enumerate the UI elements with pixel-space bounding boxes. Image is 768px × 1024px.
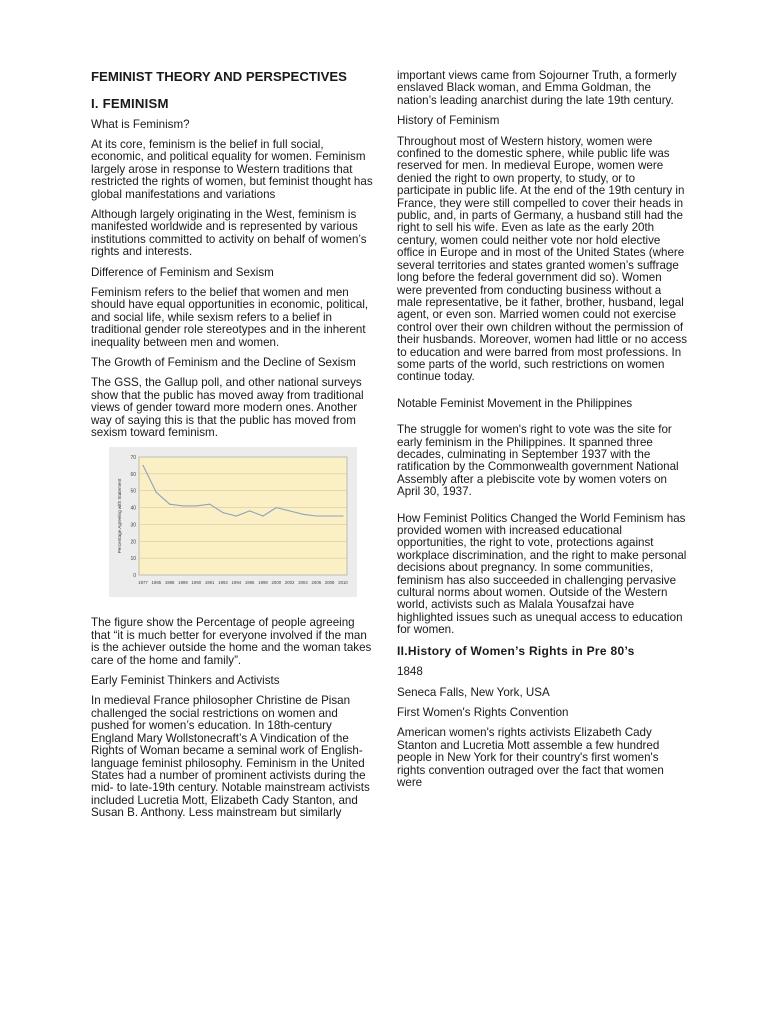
data-point xyxy=(142,465,143,466)
place-label: Seneca Falls, New York, USA xyxy=(397,685,550,699)
difference-label: Difference of Feminism and Sexism xyxy=(91,265,274,279)
paragraph-difference: Feminism refers to the belief that women and men should have equal opportunities in economic, political, and social life, while sexism refers to a belief in traditional gender role stereotypes and in the inherent inequality between men and women. xyxy=(91,285,369,349)
x-tick-label: 1988 xyxy=(164,580,175,586)
x-tick-label: 2004 xyxy=(298,580,308,586)
paragraph-core-definition: At its core, feminism is the belief in full social, economic, and political equality for women. Feminism largely arose in response to Western traditions that restricted the rights of women, but feminist thought has global manifestations and variations xyxy=(91,137,373,201)
y-tick-label: 20 xyxy=(130,539,136,546)
y-tick-label: 0 xyxy=(133,573,136,580)
x-tick-label: 2010 xyxy=(338,580,348,586)
y-axis-label: Percentage Agreeing with Statement xyxy=(117,479,122,554)
data-point xyxy=(156,492,157,493)
paragraph-politics: How Feminist Politics Changed the World Feminism has provided women with increased educational opportunities, the right to vote, protections against workplace discrimination, and the right to make personal decisions about pregnancy. In some communities, feminism has also succeeded in challenging pervasive cultural norms about women. Outside of the Western world, activists such as Malala Yousafzai have highlighted issues such as unequal access to education for women. xyxy=(397,511,687,637)
data-point xyxy=(196,506,197,507)
x-tick-label: 1990 xyxy=(191,580,202,586)
section-feminism-heading: I. FEMINISM xyxy=(91,95,169,111)
x-tick-label: 1994 xyxy=(231,580,242,586)
paragraph-thinkers: In medieval France philosopher Christine de Pisan challenged the social restrictions on women and pushed for women’s education. In 18th-century England Mary Wollstonecraft’s A Vindication of the Rights of Woman became a seminal work of English-language feminist philosophy. Feminism in the United States had a number of prominent activists during the mid- to late-19th century. Notable mainstream activists included Lucretia Mott, Elizabeth Cady Stanton, and Susan B. Anthony. Less mainstream but similarly xyxy=(91,694,370,820)
thinkers-label: Early Feminist Thinkers and Activists xyxy=(91,674,280,688)
x-tick-label: 2000 xyxy=(271,580,282,586)
data-point xyxy=(302,514,303,515)
x-tick-label: 1993 xyxy=(218,580,228,586)
x-tick-label: 1991 xyxy=(204,580,215,586)
paragraph-philippines: The struggle for women's right to vote was the site for early feminism in the Philippines. It spanned three decades, culminating in September 1937 with the ratification by the Commonwealth government National Assembly after a plebiscite vote by women voters on April 30, 1937. xyxy=(397,423,679,499)
paragraph-sojourner: important views came from Sojourner Truth, a formerly enslaved Black woman, and Emma Goldman, the nation’s leading anarchist during the late 19th century. xyxy=(397,69,677,107)
data-point xyxy=(316,516,317,517)
y-tick-label: 30 xyxy=(130,522,136,529)
paragraph-convention: American women's rights activists Elizabeth Cady Stanton and Lucretia Mott assemble a few hundred people in New York for their country's first women's rights convention outraged over the fact that women were xyxy=(397,726,664,789)
paragraph-surveys: The GSS, the Gallup poll, and other national surveys show that the public has moved away from traditional views of gender toward more modern ones. Another way of saying this is that the public has moved from sexism toward feminism. xyxy=(91,376,364,440)
x-tick-label: 1996 xyxy=(244,580,255,586)
data-point xyxy=(329,516,330,517)
line-chart-svg xyxy=(109,447,357,597)
data-point xyxy=(249,511,250,512)
left-column xyxy=(91,70,373,828)
right-column xyxy=(397,70,687,797)
data-point xyxy=(182,506,183,507)
line-chart xyxy=(109,447,357,597)
data-point xyxy=(276,507,277,508)
paragraph-history: Throughout most of Western history, women were confined to the domestic sphere, while public life was reserved for men. In medieval Europe, women were denied the right to own property, to study, or to participate in public life. At the end of the 19th century in France, they were still compelled to cover their heads in public, and, in parts of Germany, a husband still had the right to sell his wife. Even as late as the early 20th century, women could neither vote nor hold elective office in Europe and in most of the United States (where several territories and states granted women’s suffrage long before the federal government did so). Women were prevented from conducting business without a male representative, be it father, brother, husband, legal agent, or even son. Married women could not exercise control over their own children without the permission of their husbands. Moreover, women had little or no access to education and were barred from most professions. In some parts of the world, such restrictions on women continue today. xyxy=(397,134,687,384)
y-tick-label: 40 xyxy=(130,506,136,513)
data-point xyxy=(209,504,210,505)
data-point xyxy=(342,516,343,517)
x-tick-label: 1977 xyxy=(138,580,148,586)
x-tick-label: 1998 xyxy=(258,580,268,586)
y-tick-label: 70 xyxy=(130,455,136,462)
document-title: FEMINIST THEORY AND PERSPECTIVES xyxy=(91,69,347,84)
notable-movement-label: Notable Feminist Movement in the Philippines xyxy=(397,396,633,410)
event-label: First Women's Rights Convention xyxy=(397,705,569,719)
data-point xyxy=(236,516,237,517)
paragraph-figure-caption: The figure show the Percentage of people agreeing that “it is much better for everyone involved if the man is the achiever outside the home and the woman takes care of the home and family”. xyxy=(91,616,372,667)
section-history-heading: II.History of Women’s Rights in Pre 80’s xyxy=(397,643,635,658)
data-point xyxy=(289,511,290,512)
growth-label: The Growth of Feminism and the Decline of Sexism xyxy=(91,356,356,369)
history-label: History of Feminism xyxy=(397,114,500,128)
y-tick-label: 50 xyxy=(130,489,136,496)
data-point xyxy=(222,512,223,513)
paragraph-worldwide: Although largely originating in the West, feminism is manifested worldwide and is represented by various institutions committed to activity on behalf of women’s rights and interests. xyxy=(91,207,367,259)
y-tick-label: 60 xyxy=(130,472,136,479)
x-tick-label: 2008 xyxy=(324,580,335,586)
x-tick-label: 2002 xyxy=(284,580,295,586)
data-point xyxy=(262,516,263,517)
year-label: 1848 xyxy=(397,665,423,679)
data-point xyxy=(169,504,170,505)
what-is-feminism-label: What is Feminism? xyxy=(91,117,190,131)
y-tick-label: 10 xyxy=(130,556,136,563)
x-tick-label: 1989 xyxy=(178,580,188,586)
x-tick-label: 2006 xyxy=(311,580,322,586)
x-tick-label: 1985 xyxy=(151,580,162,586)
